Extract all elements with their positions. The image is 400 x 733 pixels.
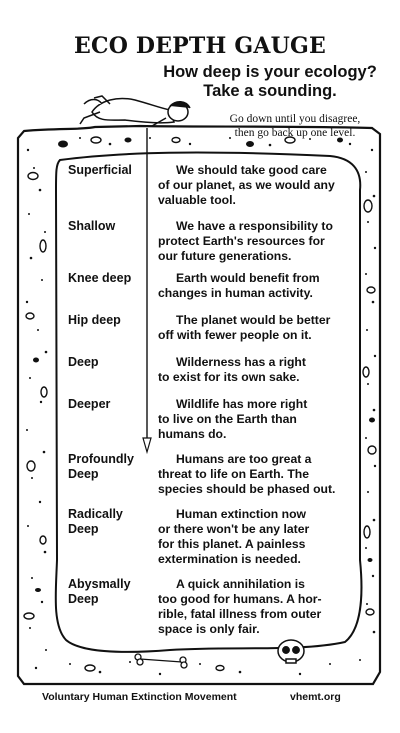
level-description: [158, 219, 350, 264]
description-line: rible, fatal illness from outer: [158, 607, 322, 621]
page-title: ECO DEPTH GAUGE: [74, 33, 326, 59]
level-label-profoundly-deep: [68, 452, 152, 482]
level-label-line: Deep: [68, 592, 99, 606]
description-line: extermination is needed.: [158, 552, 301, 566]
description-line: The planet would be better: [176, 313, 331, 327]
level-label-line: Deeper: [68, 397, 111, 411]
level-label-deeper: [68, 397, 152, 412]
description-line: changes in human activity.: [158, 286, 313, 300]
instruction-line: then go back up one level.: [234, 127, 356, 139]
level-label-line: Radically: [68, 507, 123, 521]
subtitle-line: How deep is your ecology?: [163, 63, 377, 81]
description-line: space is only fair.: [158, 622, 260, 636]
organization-name: Voluntary Human Extinction Movement: [42, 691, 237, 703]
description-line: our future generations.: [158, 249, 292, 263]
level-label-line: Hip deep: [68, 313, 121, 327]
level-label-line: Shallow: [68, 219, 116, 233]
description-line: off with fewer people on it.: [158, 328, 312, 342]
level-description: [158, 397, 350, 442]
level-description: [158, 577, 350, 637]
skull-illustration: [278, 640, 304, 663]
description-line: humans do.: [158, 427, 227, 441]
description-line: to exist for its own sake.: [158, 370, 300, 384]
level-label-line: Superficial: [68, 163, 132, 177]
level-label-knee-deep: [68, 271, 152, 286]
description-line: We should take good care: [176, 163, 327, 177]
instruction-line: Go down until you disagree,: [229, 113, 361, 125]
description-line: of our planet, as we would any: [158, 178, 335, 192]
description-line: too good for humans. A hor-: [158, 592, 322, 606]
level-label-line: Knee deep: [68, 271, 132, 285]
description-line: to live on the Earth than: [158, 412, 297, 426]
description-line: A quick annihilation is: [176, 577, 305, 591]
subtitle-line: Take a sounding.: [203, 82, 337, 100]
level-description: [158, 355, 350, 385]
level-label-superficial: [68, 163, 152, 178]
description-line: Human extinction now: [176, 507, 307, 521]
level-description: [158, 163, 350, 208]
description-line: Wildlife has more right: [176, 397, 308, 411]
description-line: valuable tool.: [158, 193, 236, 207]
level-description: [158, 452, 350, 497]
level-label-line: Deep: [68, 467, 99, 481]
level-label-deep: [68, 355, 152, 370]
description-line: for this planet. A painless: [158, 537, 306, 551]
level-description: [158, 507, 350, 567]
level-label-line: Abysmally: [68, 577, 131, 591]
website-url: vhemt.org: [290, 691, 341, 703]
level-label-line: Deep: [68, 355, 99, 369]
description-line: Humans are too great a: [176, 452, 312, 466]
level-description: [158, 271, 350, 301]
description-line: protect Earth's resources for: [158, 234, 325, 248]
level-label-abysmally-deep: [68, 577, 152, 607]
level-label-radically-deep: [68, 507, 152, 537]
description-line: or there won't be any later: [158, 522, 310, 536]
description-line: We have a responsibility to: [176, 219, 333, 233]
level-description: [158, 313, 350, 343]
description-line: Wilderness has a right: [176, 355, 306, 369]
description-line: species should be phased out.: [158, 482, 336, 496]
level-label-hip-deep: [68, 313, 152, 328]
level-label-shallow: [68, 219, 152, 234]
level-label-line: Deep: [68, 522, 99, 536]
description-line: Earth would benefit from: [176, 271, 320, 285]
level-label-line: Profoundly: [68, 452, 134, 466]
description-line: threat to life on Earth. The: [158, 467, 309, 481]
